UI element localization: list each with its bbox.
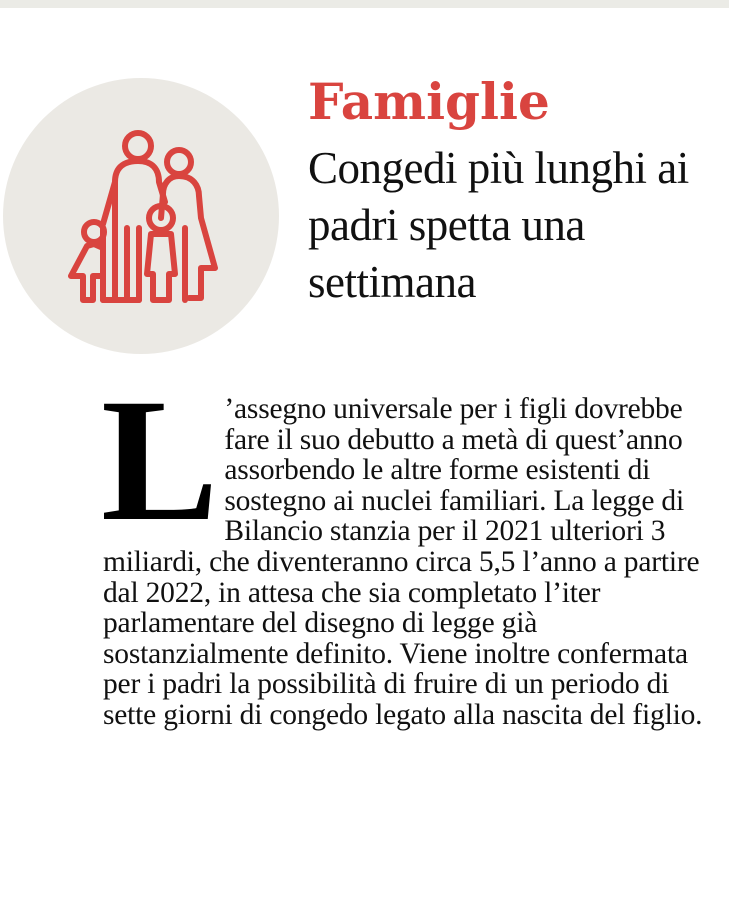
top-divider-bar [0,0,729,8]
article-body [101,363,703,731]
family-icon [3,78,279,354]
family-icon-badge [3,78,279,354]
article-headline: Congedi più lunghi ai padri spetta una settimana [308,143,689,307]
article-body-text: ’assegno universale per i figli dovrebbe fare il suo debutto a metà di quest’anno assorbendo le altre forme esistenti di sostegno ai nuclei familiari. La legge di Bilancio stanzia per il 2021 ulteriori 3 miliardi, che diventeranno circa 5,5 l’anno a partire dal 2022, in attesa che sia completato l’iter parlamentare del disegno di legge già sostanzialmente definito. Viene inoltre confermata per i padri la possibilità di fruire di un periodo di sette giorni di congedo legato alla nascita del figlio. [103,393,703,731]
section-kicker: Famiglie [308,72,550,131]
drop-cap: L [101,363,217,558]
